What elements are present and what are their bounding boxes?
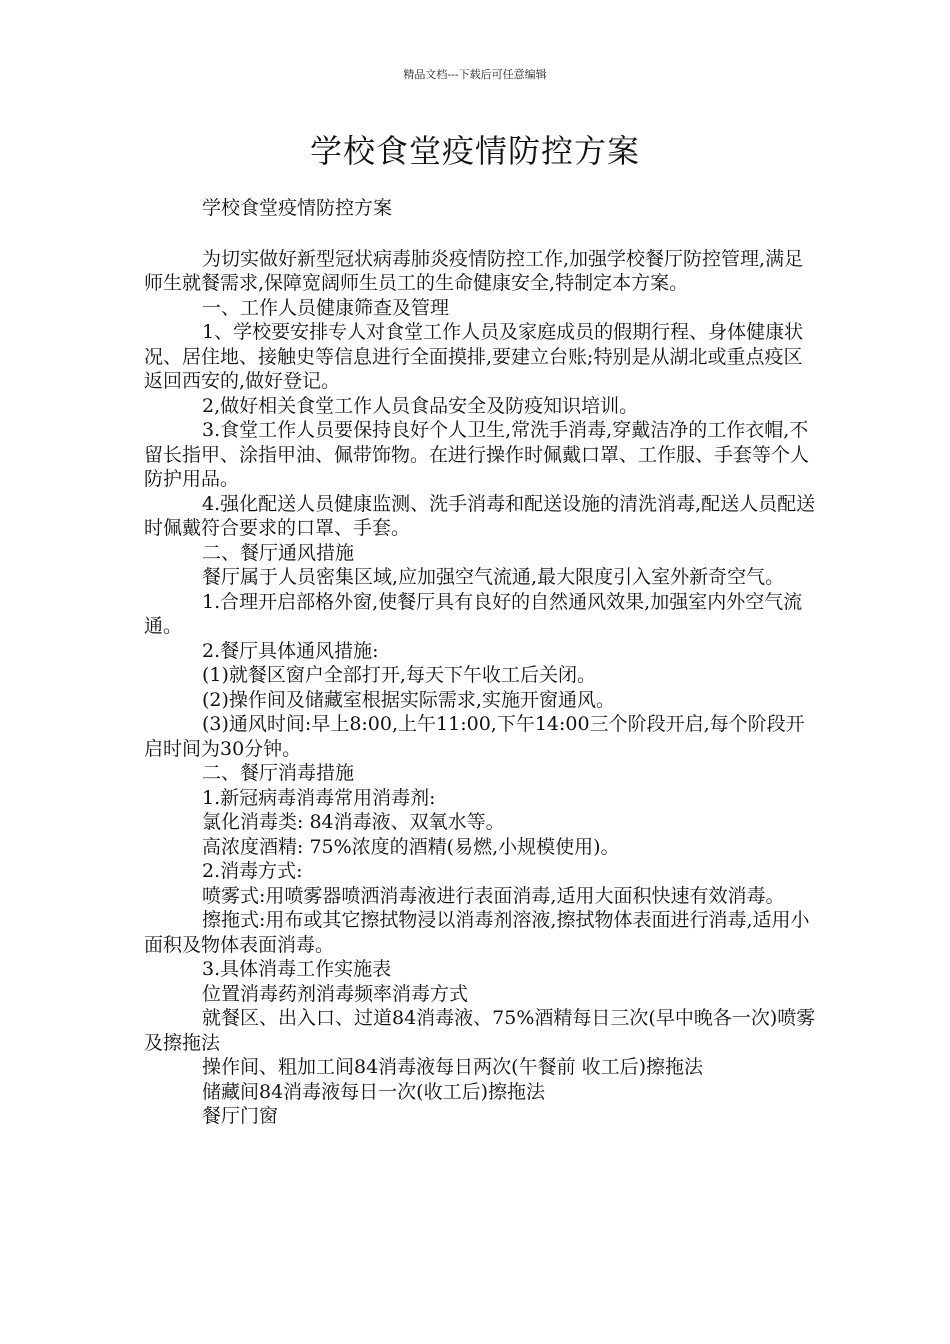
paragraph: 擦拖式:用布或其它擦拭物浸以消毒剂溶液,擦拭物体表面进行消毒,适用小面积及物体表面消毒。	[144, 909, 810, 956]
paragraph: 喷雾式:用喷雾器喷洒消毒液进行表面消毒,适用大面积快速有效消毒。	[202, 884, 785, 907]
paragraph: 1.合理开启部格外窗,使餐厅具有良好的自然通风效果,加强室内外空气流通。	[144, 590, 803, 637]
section-heading: 二、餐厅通风措施	[202, 541, 355, 564]
section-heading: 二、餐厅消毒措施	[202, 762, 355, 784]
document-title: 学校食堂疫情防控方案	[309, 132, 640, 170]
paragraph: 4.强化配送人员健康监测、洗手消毒和配送设施的清洗消毒,配送人员配送时佩戴符合要求的口罩、手套。	[144, 492, 816, 539]
paragraph: (3)通风时间:早上8:00,上午11:00,下午14:00三个阶段开启,每个阶段开启时间为30分钟。	[144, 713, 805, 760]
paragraph: 3.具体消毒工作实施表	[202, 958, 392, 980]
document-body	[144, 196, 816, 1129]
table-row-line: 就餐区、出入口、过道84消毒液、75%酒精每日三次(早中晚各一次)喷雾及擦拖法	[144, 1007, 816, 1054]
document-subtitle: 学校食堂疫情防控方案	[202, 197, 393, 219]
section-heading: 一、工作人员健康筛查及管理	[202, 296, 450, 319]
table-row-line: 操作间、粗加工间84消毒液每日两次(午餐前 收工后)擦拖法	[202, 1056, 704, 1078]
paragraph: 氯化消毒类: 84消毒液、双氧水等。	[202, 811, 505, 833]
paragraph: 高浓度酒精: 75%浓度的酒精(易燃,小规模使用)。	[202, 835, 620, 858]
paragraph: 餐厅属于人员密集区域,应加强空气流通,最大限度引入室外新奇空气。	[202, 566, 785, 588]
intro-paragraph: 为切实做好新型冠状病毒肺炎疫情防控工作,加强学校餐厅防控管理,满足师生就餐需求,保障宽阔师生员工的生命健康安全,特制定本方案。	[144, 247, 804, 294]
paragraph: 2,做好相关食堂工作人员食品安全及防疫知识培训。	[202, 394, 639, 417]
paragraph: 2.消毒方式:	[202, 860, 303, 882]
paragraph: 1.新冠病毒消毒常用消毒剂:	[202, 786, 436, 809]
paragraph: 3.食堂工作人员要保持良好个人卫生,常洗手消毒,穿戴洁净的工作衣帽,不留长指甲、涂指甲油、佩带饰物。在进行操作时佩戴口罩、工作服、手套等个人防护用品。	[144, 419, 810, 490]
header-note: 精品文档---下载后可任意编辑	[403, 68, 547, 81]
paragraph: (2)操作间及储藏室根据实际需求,实施开窗通风。	[202, 688, 615, 711]
table-header-line: 位置消毒药剂消毒频率消毒方式	[202, 982, 469, 1005]
paragraph: 2.餐厅具体通风措施:	[202, 639, 379, 662]
paragraph: 1、学校要安排专人对食堂工作人员及家庭成员的假期行程、身体健康状况、居住地、接触史等信息进行全面摸排,要建立台账;特别是从湖北或重点疫区返回西安的,做好登记。	[144, 321, 804, 392]
table-row-line: 储藏间84消毒液每日一次(收工后)擦拖法	[202, 1080, 546, 1103]
table-row-line: 餐厅门窗	[202, 1105, 279, 1127]
paragraph: (1)就餐区窗户全部打开,每天下午收工后关闭。	[202, 664, 596, 686]
